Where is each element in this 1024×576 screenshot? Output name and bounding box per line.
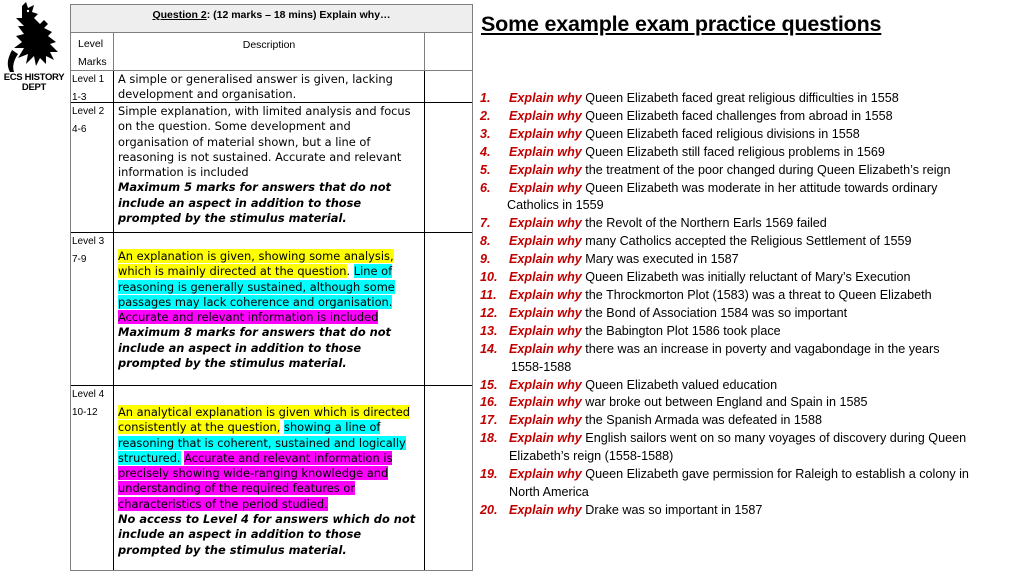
level-label: Level 3 bbox=[72, 236, 105, 247]
question-number: 19. bbox=[480, 467, 498, 482]
question-text: the Spanish Armada was defeated in 1588 bbox=[585, 413, 822, 428]
level-description bbox=[114, 103, 425, 232]
question-text: English sailors went on so many voyages of discovery during Queen bbox=[585, 431, 967, 446]
level-2-max-note: Maximum 5 marks for answers that do not include an aspect in addition to those prompted by the stimulus material. bbox=[118, 180, 391, 226]
question-item bbox=[480, 180, 1020, 216]
question-prefix: Explain why bbox=[509, 126, 582, 141]
question-prefix: Explain why bbox=[509, 502, 582, 517]
level-4-highlight-magenta: Accurate and relevant information is precisely showing wide-ranging knowledge and understanding of the required features or characteristics of the period studied. bbox=[118, 450, 393, 511]
question-prefix: Explain why bbox=[509, 108, 582, 123]
question-number: 11. bbox=[480, 287, 497, 302]
question-item bbox=[480, 430, 1020, 466]
question-number: 9. bbox=[480, 252, 491, 267]
question-number: 6. bbox=[480, 180, 491, 195]
question-item bbox=[480, 144, 1020, 162]
level-description bbox=[114, 71, 425, 102]
question-number: 18. bbox=[480, 431, 498, 446]
header-blank-cell bbox=[425, 33, 472, 71]
question-prefix: Explain why bbox=[509, 144, 582, 159]
question-number: 12. bbox=[480, 305, 498, 320]
question-text: the treatment of the poor changed during Queen Elizabeth’s reign bbox=[585, 162, 951, 177]
level-cell bbox=[71, 386, 114, 570]
question-text: Queen Elizabeth was initially reluctant of Mary’s Execution bbox=[585, 270, 911, 285]
question-text: the Revolt of the Northern Earls 1569 failed bbox=[585, 216, 827, 231]
level-1-text: A simple or generalised answer is given, lacking development and organisation. bbox=[118, 72, 393, 102]
mark-scheme-title-row bbox=[71, 5, 472, 33]
question-number: 17. bbox=[480, 413, 498, 428]
question-item bbox=[480, 466, 1020, 502]
mark-scheme-table bbox=[70, 4, 473, 571]
question-number: 10. bbox=[480, 270, 498, 285]
level-description bbox=[114, 233, 425, 385]
question-prefix: Explain why bbox=[509, 431, 582, 446]
question-item bbox=[480, 251, 1020, 269]
question-item bbox=[480, 341, 1020, 377]
header-level: Level bbox=[78, 38, 104, 50]
question-number: 3. bbox=[480, 126, 491, 141]
question-number: 20. bbox=[480, 502, 498, 517]
question-prefix: Explain why bbox=[509, 252, 582, 267]
level-marks: 10-12 bbox=[72, 407, 98, 418]
level-2-row bbox=[71, 103, 472, 233]
question-text-continued: 1558-1588 bbox=[511, 359, 572, 374]
question-item bbox=[480, 394, 1020, 412]
question-number: 1. bbox=[480, 91, 491, 105]
level-4-highlight-yellow: An analytical explanation is given which is directed consistently at the question, bbox=[118, 405, 410, 435]
level-cell bbox=[71, 71, 114, 102]
question-prefix: Explain why bbox=[509, 270, 582, 285]
question-item bbox=[480, 269, 1020, 287]
header-level-cell bbox=[71, 33, 114, 71]
question-item bbox=[480, 215, 1020, 233]
question-text: Queen Elizabeth valued education bbox=[585, 377, 778, 392]
question-number: 8. bbox=[480, 234, 491, 249]
level-3-max-note: Maximum 8 marks for answers that do not include an aspect in addition to those prompted by the stimulus material. bbox=[118, 325, 391, 371]
question-text: Queen Elizabeth was moderate in her attitude towards ordinary bbox=[585, 180, 938, 195]
question-text: Queen Elizabeth still faced religious problems in 1569 bbox=[585, 144, 885, 159]
ecs-history-logo bbox=[0, 0, 68, 100]
question-prefix: Explain why bbox=[509, 341, 582, 356]
level-3-highlight-yellow: An explanation is given, showing some analysis, which is mainly directed at the question bbox=[118, 249, 394, 279]
question-item bbox=[480, 90, 1020, 108]
question-number: 14. bbox=[480, 341, 498, 356]
question-text: the Throckmorton Plot (1583) was a threat to Queen Elizabeth bbox=[585, 287, 932, 302]
question-number: 7. bbox=[480, 216, 491, 231]
question-prefix: Explain why bbox=[509, 467, 582, 482]
question-text-continued: Catholics in 1559 bbox=[507, 198, 604, 213]
question-item bbox=[480, 502, 1020, 520]
question-number: 5. bbox=[480, 162, 491, 177]
question-prefix: Explain why bbox=[509, 413, 582, 428]
mark-scheme-title bbox=[71, 9, 472, 21]
question-number: 2. bbox=[480, 108, 491, 123]
question-text: war broke out between England and Spain in 1585 bbox=[585, 395, 868, 410]
question-label: Question 2 bbox=[152, 9, 207, 21]
question-item bbox=[480, 108, 1020, 126]
question-item bbox=[480, 287, 1020, 305]
question-prefix: Explain why bbox=[509, 323, 582, 338]
question-number: 13. bbox=[480, 323, 498, 338]
level-label: Level 1 bbox=[72, 74, 105, 85]
question-text: Drake was so important in 1587 bbox=[585, 502, 763, 517]
page-heading: Some example exam practice questions bbox=[481, 12, 882, 36]
question-prefix: Explain why bbox=[509, 91, 582, 105]
level-3-row bbox=[71, 233, 472, 386]
question-text: Queen Elizabeth faced great religious difficulties in 1558 bbox=[585, 91, 899, 105]
level-marks: 4-6 bbox=[72, 124, 87, 135]
level-label: Level 2 bbox=[72, 106, 105, 117]
level-3-highlight-magenta: Accurate and relevant information is included bbox=[118, 310, 379, 325]
question-detail: : (12 marks – 18 mins) Explain why… bbox=[206, 9, 391, 21]
question-item bbox=[480, 323, 1020, 341]
level-3-highlight-cyan: Line of reasoning is generally sustained, although some passages may lack coherence and organisation. bbox=[118, 264, 395, 309]
question-prefix: Explain why bbox=[509, 180, 582, 195]
question-text-continued: Elizabeth’s reign (1558-1588) bbox=[509, 449, 674, 464]
level-marks: 1-3 bbox=[72, 92, 87, 103]
level-4-highlight-cyan: showing a line of reasoning that is coherent, sustained and logically structured. bbox=[118, 420, 406, 465]
question-prefix: Explain why bbox=[509, 377, 582, 392]
question-number: 15. bbox=[480, 377, 498, 392]
question-text: Queen Elizabeth faced religious divisions in 1558 bbox=[585, 126, 860, 141]
header-marks: Marks bbox=[78, 56, 107, 68]
question-prefix: Explain why bbox=[509, 216, 582, 231]
logo-text-line2: DEPT bbox=[21, 82, 47, 93]
level-4-access-note: No access to Level 4 for answers which do not include an aspect in addition to those prompted by the stimulus material. bbox=[118, 512, 416, 557]
level-4-row bbox=[71, 386, 472, 570]
question-list bbox=[480, 90, 1020, 520]
level-2-text: Simple explanation, with limited analysis and focus on the question. Some development and organisation of material shown, but a line of reasoning is not sustained. Accurate and relevant information is included bbox=[118, 104, 411, 180]
question-text: the Bond of Association 1584 was so important bbox=[585, 305, 848, 320]
question-item bbox=[480, 412, 1020, 430]
question-number: 4. bbox=[480, 144, 491, 159]
question-item bbox=[480, 162, 1020, 180]
question-text: Mary was executed in 1587 bbox=[585, 252, 739, 267]
question-prefix: Explain why bbox=[509, 305, 582, 320]
level-3-period: . bbox=[346, 264, 351, 279]
question-number: 16. bbox=[480, 395, 498, 410]
question-text: Queen Elizabeth gave permission for Raleigh to establish a colony in bbox=[585, 467, 969, 482]
level-description bbox=[114, 386, 425, 570]
question-text: Queen Elizabeth faced challenges from abroad in 1558 bbox=[585, 108, 893, 123]
level-cell bbox=[71, 233, 114, 385]
header-description: Description bbox=[114, 33, 425, 71]
question-item bbox=[480, 305, 1020, 323]
griffin-crest-icon bbox=[4, 2, 62, 74]
level-cell bbox=[71, 103, 114, 232]
question-prefix: Explain why bbox=[509, 287, 582, 302]
question-prefix: Explain why bbox=[509, 234, 582, 249]
question-text-continued: North America bbox=[509, 484, 589, 499]
question-item bbox=[480, 126, 1020, 144]
logo-text-line1: ECS HISTORY bbox=[3, 72, 65, 83]
level-marks: 7-9 bbox=[72, 254, 87, 265]
question-text: the Babington Plot 1586 took place bbox=[585, 323, 781, 338]
level-1-row bbox=[71, 71, 472, 103]
question-item bbox=[480, 377, 1020, 395]
question-prefix: Explain why bbox=[509, 162, 582, 177]
question-item bbox=[480, 233, 1020, 251]
question-text: there was an increase in poverty and vagabondage in the years bbox=[585, 341, 940, 356]
question-text: many Catholics accepted the Religious Settlement of 1559 bbox=[585, 234, 912, 249]
question-prefix: Explain why bbox=[509, 395, 582, 410]
level-label: Level 4 bbox=[72, 389, 105, 400]
